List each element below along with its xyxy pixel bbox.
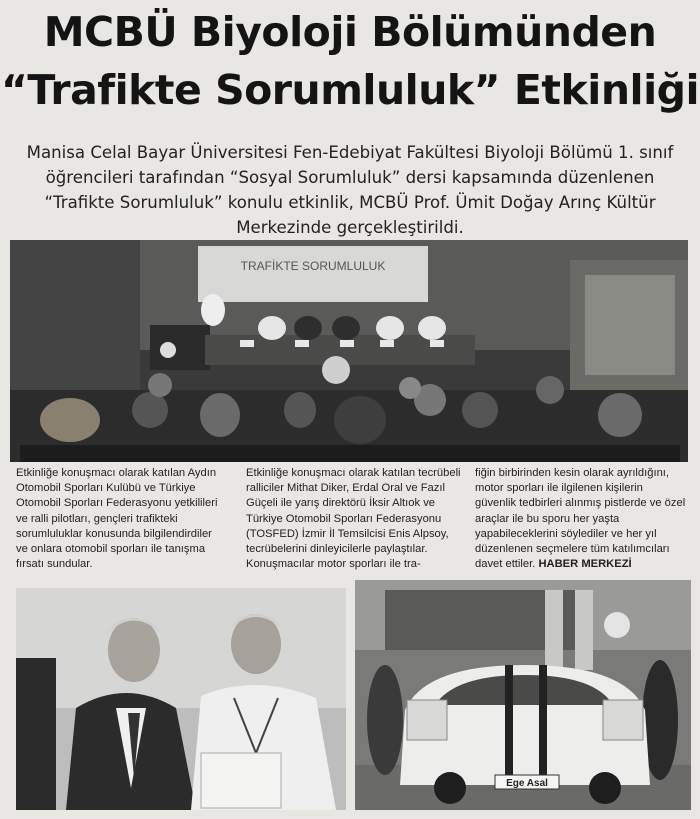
- lead-paragraph: Manisa Celal Bayar Üniversitesi Fen-Edebiyat Fakültesi Biyoloji Bölümü 1. sınıf öğrencileri tarafından “Sosyal Sorumluluk” dersi kapsamında düzenlenen “Trafikte Sorumluluk” konulu etkinlik, MCBÜ Prof. Ümit Doğay Arınç Kültür Merkezinde gerçekleştirildi.: [26, 143, 674, 237]
- article-column-1: Etkinliğe konuşmacı olarak katılan Aydın Otomobil Sporları Kulübü ve Türkiye Otomobil Sporları Federasyonu yetkilileri ve ralli pilotları, gençleri trafikteki sorumluluklar konusunda bilgilendirdiler ve onlara otomobil sporları ile tanışma fırsatı sundular.: [16, 467, 218, 571]
- agency-byline: HABER MERKEZİ: [538, 558, 632, 571]
- headline-line-1: MCBÜ Biyoloji Bölümünden: [43, 8, 657, 56]
- article-column-3: [475, 466, 687, 572]
- conference-photo-drawing: [10, 240, 688, 462]
- rally-car-photo-drawing: [355, 580, 691, 810]
- headline-line-2: “Trafikte Sorumluluk” Etkinliği: [0, 66, 700, 114]
- car-plate-text: Ege Asal: [506, 778, 548, 789]
- stage-screen-text: TRAFİKTE SORUMLULUK: [240, 259, 386, 273]
- conference-photo: [10, 240, 688, 462]
- award-photo: [16, 588, 346, 810]
- article-column-3-text: fiğin birbirinden kesin olarak ayrıldığını, motor sporları ile ilgilenen kişilerin güvenlik tedbirleri alınmış pistlerde ve özel araçlar ile bu sporu her yaşta yapabileceklerini söylediler ve her yıl düzenlenen seçmelere tüm katılımcıları davet ettiler.: [475, 467, 686, 571]
- award-photo-drawing: [16, 588, 346, 810]
- article-column-2: Etkinliğe konuşmacı olarak katılan tecrübeli ralliciler Mithat Diker, Erdal Oral ve Fazıl Güçeli ile yarış direktörü İksir Altıok ve Türkiye Otomobil Sporları Federasyonu (TOSFED) İzmir İl Temsilcisi Enis Alpsoy, tecrübelerini dinleyicilerle paylaştılar. Konuşmacılar motor sporları ile tra-: [246, 467, 461, 571]
- rally-car-photo: [355, 580, 691, 810]
